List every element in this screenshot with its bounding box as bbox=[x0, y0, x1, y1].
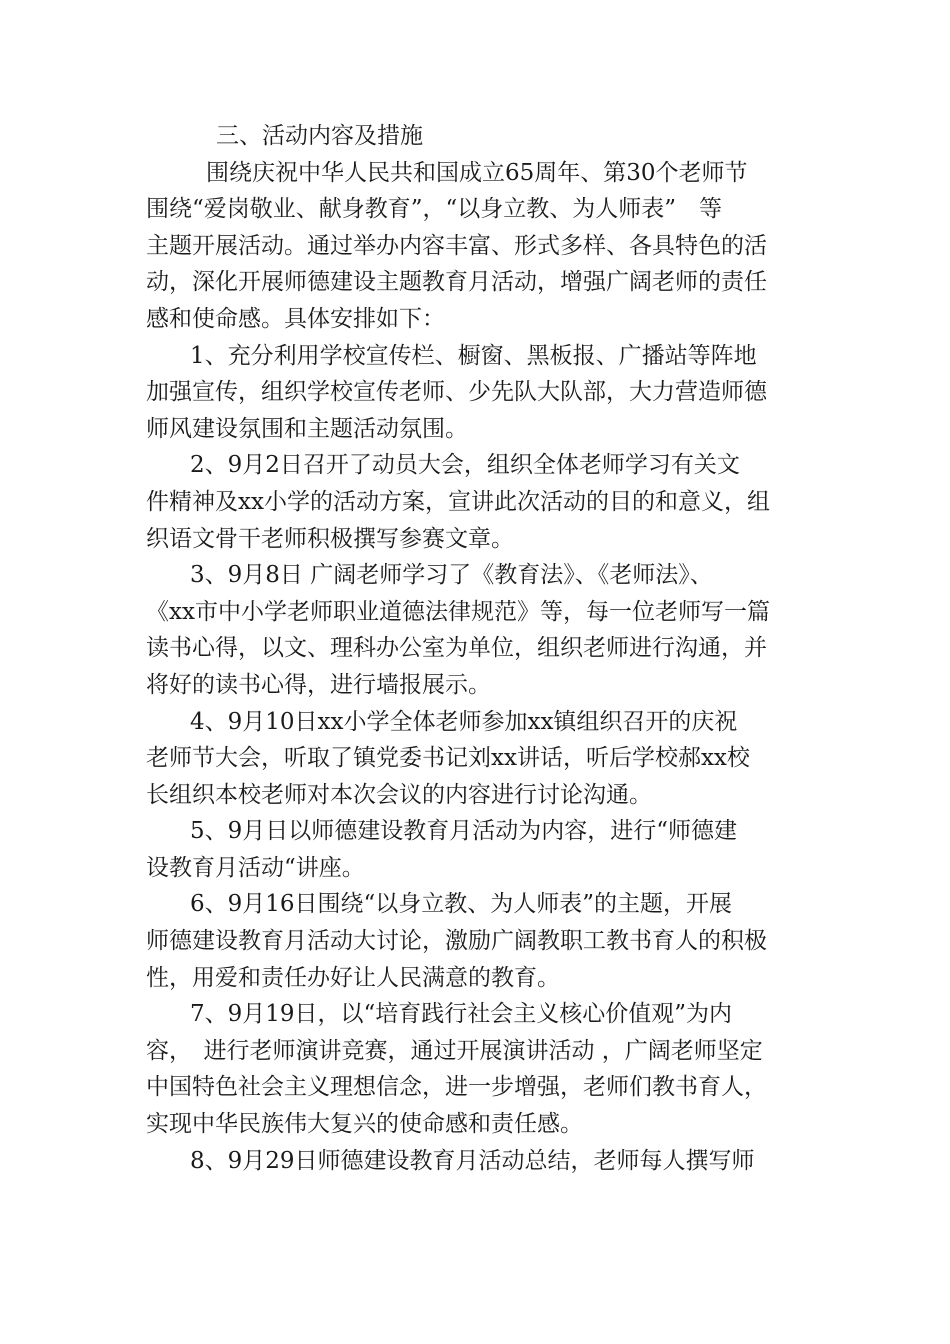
intro-line: 动，深化开展师德建设主题教育月活动，增强广阔老师的责任 bbox=[146, 269, 767, 296]
item-line: 《xx市中小学老师职业道德法律规范》等，每一位老师写一篇 bbox=[146, 598, 770, 625]
item-line: 8、9月29日师德建设教育月活动总结，老师每人撰写师 bbox=[190, 1147, 755, 1174]
item-line: 2、9月2日召开了动员大会，组织全体老师学习有关文 bbox=[190, 452, 740, 479]
list-item bbox=[146, 813, 806, 886]
item-line: 设教育月活动“讲座。 bbox=[146, 854, 365, 881]
item-line: 读书心得，以文、理科办公室为单位，组织老师进行沟通，并 bbox=[146, 635, 767, 662]
item-line: 性，用爱和责任办好让人民满意的教育。 bbox=[146, 964, 560, 991]
item-line: 织语文骨干老师积极撰写参赛文章。 bbox=[146, 525, 514, 552]
item-line: 容， 进行老师演讲竞赛，通过开展演讲活动 ，广阔老师坚定 bbox=[146, 1037, 763, 1064]
intro-line: 感和使命感。具体安排如下： bbox=[146, 305, 445, 332]
list-item bbox=[146, 338, 806, 448]
item-line: 将好的读书心得，进行墙报展示。 bbox=[146, 671, 491, 698]
intro-paragraph bbox=[146, 155, 806, 338]
item-line: 4、9月10日xx小学全体老师参加xx镇组织召开的庆祝 bbox=[190, 708, 738, 735]
item-line: 师风建设氛围和主题活动氛围。 bbox=[146, 415, 468, 442]
item-line: 实现中华民族伟大复兴的使命感和责任感。 bbox=[146, 1111, 583, 1138]
item-line: 长组织本校老师对本次会议的内容进行讨论沟通。 bbox=[146, 781, 652, 808]
item-line: 老师节大会，听取了镇党委书记刘xx讲话，听后学校郝xx校 bbox=[146, 745, 750, 772]
item-line: 件精神及xx小学的活动方案，宣讲此次活动的目的和意义，组 bbox=[146, 488, 770, 515]
item-line: 6、9月16日围绕“以身立教、为人师表”的主题，开展 bbox=[190, 891, 733, 918]
intro-line: 围绕“爱岗敬业、献身教育”，“以身立教、为人师表” 等 bbox=[146, 196, 723, 223]
list-item bbox=[146, 447, 806, 557]
intro-line: 主题开展活动。通过举办内容丰富、形式多样、各具特色的活 bbox=[146, 232, 767, 259]
list-item bbox=[146, 557, 806, 703]
section-heading: 三、活动内容及措施 bbox=[216, 123, 423, 149]
item-line: 师德建设教育月活动大讨论，激励广阔教职工教书育人的积极 bbox=[146, 928, 767, 955]
item-line: 中国特色社会主义理想信念，进一步增强，老师们教书育人， bbox=[146, 1074, 767, 1101]
item-line: 7、9月19日，以“培育践行社会主义核心价值观”为内 bbox=[190, 1001, 733, 1028]
list-item bbox=[146, 704, 806, 814]
list-item bbox=[146, 886, 806, 996]
item-line: 1、充分利用学校宣传栏、橱窗、黑板报、广播站等阵地 bbox=[190, 342, 757, 369]
intro-line: 围绕庆祝中华人民共和国成立65周年、第30个老师节 bbox=[206, 159, 748, 186]
list-item bbox=[146, 996, 806, 1142]
item-line: 加强宣传，组织学校宣传老师、少先队大队部，大力营造师德 bbox=[146, 379, 767, 406]
document-body bbox=[146, 118, 806, 1179]
list-item bbox=[146, 1143, 806, 1180]
item-line: 5、9月日以师德建设教育月活动为内容，进行“师德建 bbox=[190, 818, 738, 845]
item-line: 3、9月8日 广阔老师学习了《教育法》、《老师法》、 bbox=[190, 562, 713, 589]
